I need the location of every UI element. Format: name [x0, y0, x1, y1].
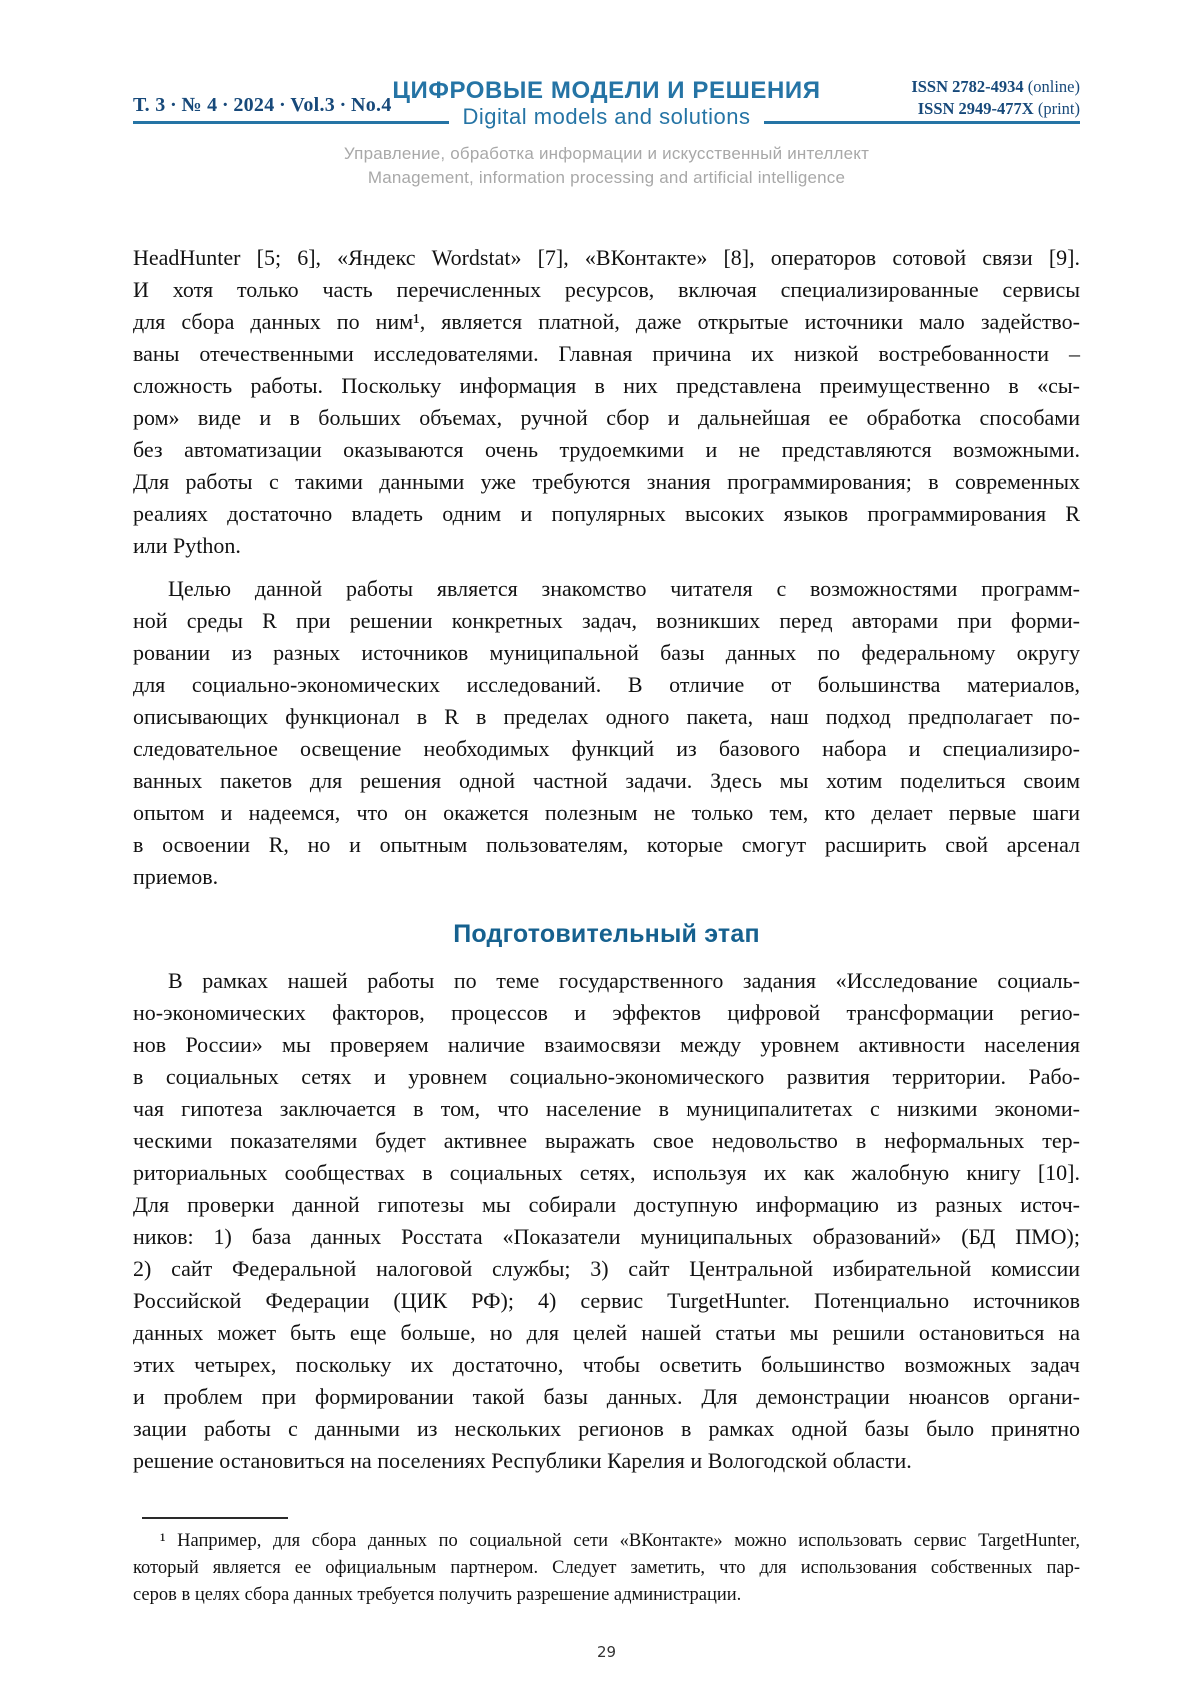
text-line: решение остановиться на поселениях Республики Карелия и Вологодской области.: [133, 1448, 912, 1473]
journal-section-banner: [133, 142, 1080, 190]
text-line: Для проверки данной гипотезы мы собирали доступную информацию из разных источ-: [133, 1192, 1080, 1217]
header-rule-left: [133, 121, 449, 124]
text-line: нов России» мы проверяем наличие взаимосвязи между уровнем активности населения: [133, 1032, 1080, 1057]
header-rule-right: [764, 121, 1080, 124]
text-line: ¹ Например, для сбора данных по социальной сети «ВКонтакте» можно использовать сервис TargetHunter,: [160, 1531, 1080, 1551]
issn-print-suffix: (print): [1037, 99, 1080, 118]
text-line: опытом и надеемся, что он окажется полезным не только тем, кто делает первые шаги: [133, 800, 1080, 825]
text-line: ной среды R при решении конкретных задач, возникших перед авторами при форми-: [133, 608, 1080, 633]
text-line: ром» виде и в больших объемах, ручной сбор и дальнейшая ее обработка способами: [133, 405, 1080, 430]
paragraph: [133, 573, 1080, 893]
text-line: ваны отечественными исследователями. Главная причина их низкой востребованности –: [133, 341, 1080, 366]
volume-issue-info: Т. 3 ∙ № 4 ∙ 2024 ∙ Vol.3 ∙ No.4: [133, 94, 392, 116]
text-line: этих четырех, поскольку их достаточно, чтобы осветить большинство возможных задач: [133, 1352, 1080, 1377]
text-line: ровании из разных источников муниципальной базы данных по федеральному округу: [133, 640, 1080, 665]
text-line: В рамках нашей работы по теме государственного задания «Исследование социаль-: [168, 968, 1080, 993]
journal-title-ru: ЦИФРОВЫЕ МОДЕЛИ И РЕШЕНИЯ: [392, 77, 821, 104]
text-line: и проблем при формировании такой базы данных. Для демонстрации нюансов органи-: [133, 1384, 1080, 1409]
footnote: [133, 1517, 1080, 1609]
text-line: Целью данной работы является знакомство читателя с возможностями программ-: [168, 576, 1080, 601]
text-line: серов в целях сбора данных требуется получить разрешение администрации.: [133, 1585, 742, 1605]
text-line: который является ее официальным партнером. Следует заметить, что для использования собственных пар-: [133, 1558, 1080, 1578]
journal-header: [133, 78, 1080, 190]
footnote-text: [133, 1528, 1080, 1609]
text-line: зации работы с данными из нескольких регионов в рамках одной базы было принятно: [133, 1416, 1080, 1441]
text-line: ников: 1) база данных Росстата «Показатели муниципальных образований» (БД ПМО);: [133, 1224, 1080, 1249]
issn-online-suffix: (online): [1027, 77, 1080, 96]
section-heading: Подготовительный этап: [453, 920, 760, 948]
issn-print-number: ISSN 2949-477X: [917, 99, 1034, 118]
text-line: или Python.: [133, 533, 241, 558]
text-line: риториальных сообществах в социальных сетях, используя их как жалобную книгу [10].: [133, 1160, 1080, 1185]
text-line: реалиях достаточно владеть одним и популярных высоких языков программирования R: [133, 501, 1080, 526]
article-body: [133, 242, 1080, 1477]
text-line: данных может быть еще больше, но для целей нашей статьи мы решили остановиться на: [133, 1320, 1080, 1345]
issn-print: [911, 98, 1080, 120]
text-line: описывающих функционал в R в пределах одного пакета, наш подход предполагает по-: [133, 704, 1080, 729]
text-line: без автоматизации оказываются очень трудоемкими и не представляются возможными.: [133, 437, 1080, 462]
issn-block: [911, 76, 1080, 120]
journal-title-en: Digital models and solutions: [462, 104, 751, 129]
text-line: для социально-экономических исследований. В отличие от большинства материалов,: [133, 672, 1080, 697]
footnote-separator: [142, 1517, 288, 1519]
text-line: HeadHunter [5; 6], «Яндекс Wordstat» [7], «ВКонтакте» [8], операторов сотовой связи [9].: [133, 245, 1080, 270]
text-line: чая гипотеза заключается в том, что население в муниципалитетах с низкими экономи-: [133, 1096, 1080, 1121]
text-line: приемов.: [133, 864, 219, 889]
section-name-ru: Управление, обработка информации и искусственный интеллект: [343, 144, 870, 163]
text-line: И хотя только часть перечисленных ресурсов, включая специализированные сервисы: [133, 277, 1080, 302]
text-line: Российской Федерации (ЦИК РФ); 4) сервис TurgetHunter. Потенциально источников: [133, 1288, 1080, 1313]
paragraph: [133, 242, 1080, 562]
paragraph: [133, 965, 1080, 1477]
page-number: 29: [596, 1643, 617, 1661]
text-line: ческими показателями будет активнее выражать свое недовольство в неформальных тер-: [133, 1128, 1080, 1153]
issn-online: [911, 76, 1080, 98]
section-name-en: Management, information processing and artificial intelligence: [367, 168, 846, 187]
issn-online-number: ISSN 2782-4934: [911, 77, 1024, 96]
text-line: в освоении R, но и опытным пользователям, которые смогут расширить свой арсенал: [133, 832, 1080, 857]
text-line: но-экономических факторов, процессов и эффектов цифровой трансформации регио-: [133, 1000, 1080, 1025]
text-line: сложность работы. Поскольку информация в них представлена преимущественно в «сы-: [133, 373, 1080, 398]
text-line: для сбора данных по ним¹, является платной, даже открытые источники мало задейство-: [133, 309, 1080, 334]
text-line: следовательное освещение необходимых функций из базового набора и специализиро-: [133, 736, 1080, 761]
text-line: Для работы с такими данными уже требуются знания программирования; в современных: [133, 469, 1080, 494]
text-line: ванных пакетов для решения одной частной задачи. Здесь мы хотим поделиться своим: [133, 768, 1080, 793]
text-line: 2) сайт Федеральной налоговой службы; 3) сайт Центральной избирательной комиссии: [133, 1256, 1080, 1281]
text-line: в социальных сетях и уровнем социально-экономического развития территории. Рабо-: [133, 1064, 1080, 1089]
